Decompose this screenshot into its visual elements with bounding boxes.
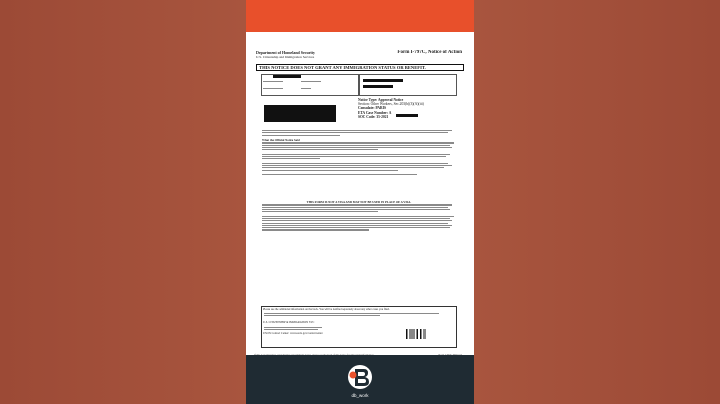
redaction (396, 114, 418, 117)
address-redaction (264, 105, 336, 122)
redaction (273, 75, 301, 78)
section-heading: What the Official Notice Said (262, 138, 300, 142)
soc-code: SOC Code: 35-2021 (358, 114, 389, 119)
form-title: Form I-797C, Notice of Action (397, 50, 462, 55)
video-frame (246, 0, 474, 404)
brand-label: db_work (351, 393, 369, 398)
section: Section: Other Workers, Sec.203(b)(3)(A)(iii) (358, 102, 424, 107)
right-blurred-background (474, 0, 720, 404)
text-line (263, 88, 283, 89)
footer-note: Please see the additional information on the back. You will be notified separately about any other cases you filed. (263, 308, 390, 311)
eta-case-number: ETA Case Number: A (358, 110, 392, 115)
notice-document (254, 50, 466, 352)
text-line (301, 81, 321, 82)
contact-center: USCIS Contact Center: www.uscis.gov/contactcenter (263, 331, 323, 335)
agency-subtitle: U.S. Citizenship and Immigration Services (256, 55, 315, 59)
notice-type: Notice Type: Approval Notice (358, 98, 404, 102)
redaction (363, 85, 393, 88)
barcode (406, 329, 426, 339)
case-info-grid (261, 74, 457, 96)
top-color-band (246, 0, 474, 32)
brand-logo-icon (346, 360, 374, 396)
body-paragraph-1 (262, 130, 456, 137)
footer-box (261, 306, 457, 348)
text-line (263, 81, 283, 82)
visa-warning-section (262, 201, 456, 232)
redaction (363, 79, 403, 82)
what-notice-said-section (262, 139, 456, 176)
office-name: U.S. CITIZENSHIP & IMMIGRATION SVC (263, 321, 315, 325)
agency-name: Department of Homeland Security (256, 50, 315, 55)
text-line (301, 88, 311, 89)
left-blurred-background (0, 0, 246, 404)
visa-warning: THIS FORM IS NOT A VISA AND MAY NOT BE USED IN PLACE OF A VISA. (306, 200, 412, 204)
warning-banner: THIS NOTICE DOES NOT GRANT ANY IMMIGRATION STATUS OR BENEFIT. (256, 64, 464, 71)
consulate: Consulate: PARIS (358, 106, 386, 111)
